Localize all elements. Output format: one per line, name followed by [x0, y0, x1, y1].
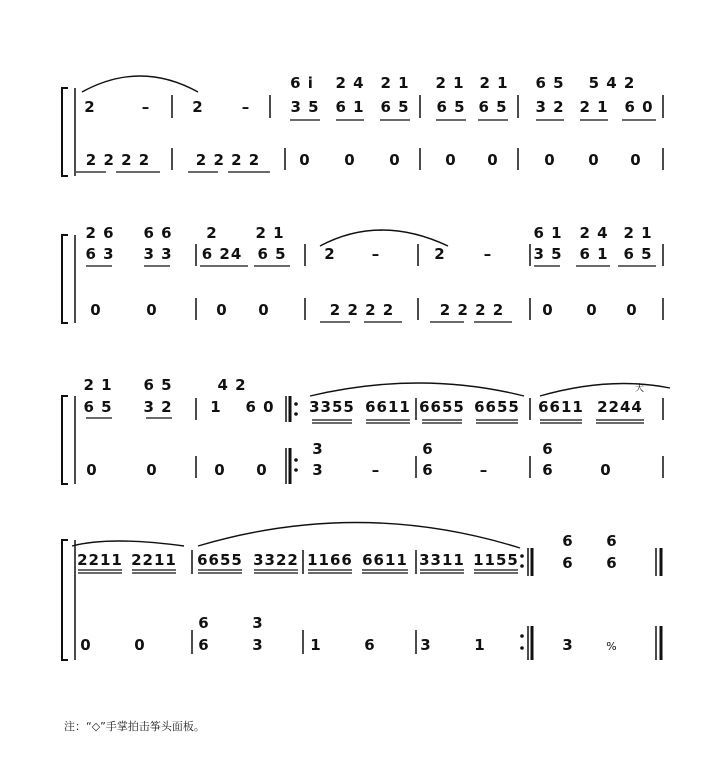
s4-top: 6: [562, 532, 574, 550]
s2-main: –: [371, 245, 381, 263]
s1-top: 6 5: [535, 74, 565, 92]
s4-lower: 3: [252, 636, 264, 654]
s2-lower: 0: [586, 301, 598, 319]
s3-main: 6 5: [83, 398, 113, 416]
s2-main: 3 5: [533, 245, 563, 263]
s4-lower: 1: [474, 636, 486, 654]
system-4-slur-b: [198, 522, 520, 548]
s4-main: 6: [606, 554, 618, 572]
s1-main: 3 2: [535, 98, 565, 116]
s2-lower: 2 2 2 2: [439, 301, 505, 319]
s3-lower: 0: [214, 461, 226, 479]
s1-top: 5 4 2: [588, 74, 636, 92]
s3-lower-top: 6: [422, 440, 434, 458]
footnote: 注：“◇”手掌拍击筝头面板。: [64, 720, 205, 733]
s1-top: 2 1: [479, 74, 509, 92]
system-3-underlines: [86, 418, 644, 423]
system-3-repeat-dots: [294, 402, 298, 472]
s2-top: 2 1: [623, 224, 653, 242]
system-4-repeat-dots: [520, 554, 524, 650]
s3-top: 6 5: [143, 376, 173, 394]
s2-main: 6 1: [579, 245, 609, 263]
s1-lower: 0: [344, 151, 356, 169]
s1-lower: 0: [487, 151, 499, 169]
s3-main: 6655: [474, 398, 520, 416]
s1-main: 6 5: [436, 98, 466, 116]
s1-lower: 0: [445, 151, 457, 169]
s2-lower: 0: [216, 301, 228, 319]
s1-top: 2 1: [435, 74, 465, 92]
s4-top: 6: [606, 532, 618, 550]
s1-lower: 2 2 2 2: [85, 151, 151, 169]
s4-lower: 0: [134, 636, 146, 654]
system-3-slur-b: [540, 384, 670, 397]
s3-lower: –: [371, 461, 381, 479]
s4-main: 1166: [307, 551, 353, 569]
s1-top: 2 4: [335, 74, 365, 92]
s2-top: 2 4: [579, 224, 609, 242]
s3-main: 6611: [538, 398, 584, 416]
s3-top: 4 2: [217, 376, 247, 394]
s2-lower: 2 2 2 2: [329, 301, 395, 319]
s2-top: 2 6: [85, 224, 115, 242]
system-1-brace: [62, 88, 75, 176]
s4-lower: 3: [420, 636, 432, 654]
s2-main: 2: [324, 245, 336, 263]
s3-main: 6611: [365, 398, 411, 416]
s1-main: 6 1: [335, 98, 365, 116]
system-2-brace: [62, 235, 75, 323]
s1-lower: 0: [588, 151, 600, 169]
s2-top: 2 1: [255, 224, 285, 242]
s4-lower: 6: [364, 636, 376, 654]
s3-main: 2244: [597, 398, 643, 416]
s1-top: 2 1: [380, 74, 410, 92]
s2-lower: 0: [146, 301, 158, 319]
s4-main: 2211: [131, 551, 177, 569]
system-1-slur: [82, 76, 198, 92]
s1-main: –: [241, 98, 251, 116]
s3-lower: 0: [86, 461, 98, 479]
system-4-underlines: [78, 570, 518, 573]
system-1-underlines: [76, 120, 656, 172]
system-4-slur-a: [72, 541, 184, 546]
s1-lower: 2 2 2 2: [195, 151, 261, 169]
system-4-brace: [62, 540, 75, 660]
s1-lower: 0: [299, 151, 311, 169]
s4-lower-mark: %: [606, 640, 618, 653]
s4-main: 6655: [197, 551, 243, 569]
s3-top: 2 1: [83, 376, 113, 394]
s2-lower: 0: [542, 301, 554, 319]
s1-main: 2 1: [579, 98, 609, 116]
s2-main: 2: [434, 245, 446, 263]
s3-lower-top: 6: [542, 440, 554, 458]
s2-main: 6 24: [201, 245, 243, 263]
s1-main: 2: [84, 98, 96, 116]
s2-main: 6 5: [623, 245, 653, 263]
s2-lower: 0: [258, 301, 270, 319]
s4-main: 6611: [362, 551, 408, 569]
system-2-slur: [320, 230, 448, 246]
s4-main: 1155: [473, 551, 519, 569]
s2-top: 6 6: [143, 224, 173, 242]
s2-main: 6 3: [85, 245, 115, 263]
s3-lower-top: 3: [312, 440, 324, 458]
s3-main: 1: [210, 398, 222, 416]
s1-lower: 0: [630, 151, 642, 169]
s1-main: –: [141, 98, 151, 116]
s3-lower: 0: [256, 461, 268, 479]
s2-main: 6 5: [257, 245, 287, 263]
s3-lower: 0: [600, 461, 612, 479]
s1-main: 3 5: [290, 98, 320, 116]
s4-main: 3322: [253, 551, 299, 569]
s3-lower: 0: [146, 461, 158, 479]
s3-lower: 6: [542, 461, 554, 479]
s3-main: 6 0: [245, 398, 275, 416]
system-3-slur-a: [310, 383, 524, 396]
s2-main: 3 3: [143, 245, 173, 263]
s4-lower-top: 6: [198, 614, 210, 632]
s4-main: 2211: [77, 551, 123, 569]
s4-main: 3311: [419, 551, 465, 569]
s3-lower: 6: [422, 461, 434, 479]
s1-main: 6 5: [380, 98, 410, 116]
s1-main: 6 5: [478, 98, 508, 116]
s4-lower: 1: [310, 636, 322, 654]
s4-lower: 6: [198, 636, 210, 654]
s1-main: 6 0: [624, 98, 654, 116]
s3-dynamic-mark: 大: [634, 384, 646, 394]
s4-lower: 0: [80, 636, 92, 654]
s2-top: 2: [206, 224, 218, 242]
s1-top: 6 i: [290, 74, 314, 92]
s3-main: 6655: [419, 398, 465, 416]
s2-top: 6 1: [533, 224, 563, 242]
s3-main: 3355: [309, 398, 355, 416]
s2-main: –: [483, 245, 493, 263]
s4-lower-top: 3: [252, 614, 264, 632]
s2-lower: 0: [626, 301, 638, 319]
s1-lower: 0: [544, 151, 556, 169]
system-3-brace: [62, 396, 75, 484]
s4-lower: 3: [562, 636, 574, 654]
s3-lower: –: [479, 461, 489, 479]
s1-main: 2: [192, 98, 204, 116]
s2-lower: 0: [90, 301, 102, 319]
s4-main: 6: [562, 554, 574, 572]
s3-main: 3 2: [143, 398, 173, 416]
s1-lower: 0: [389, 151, 401, 169]
s3-lower: 3: [312, 461, 324, 479]
